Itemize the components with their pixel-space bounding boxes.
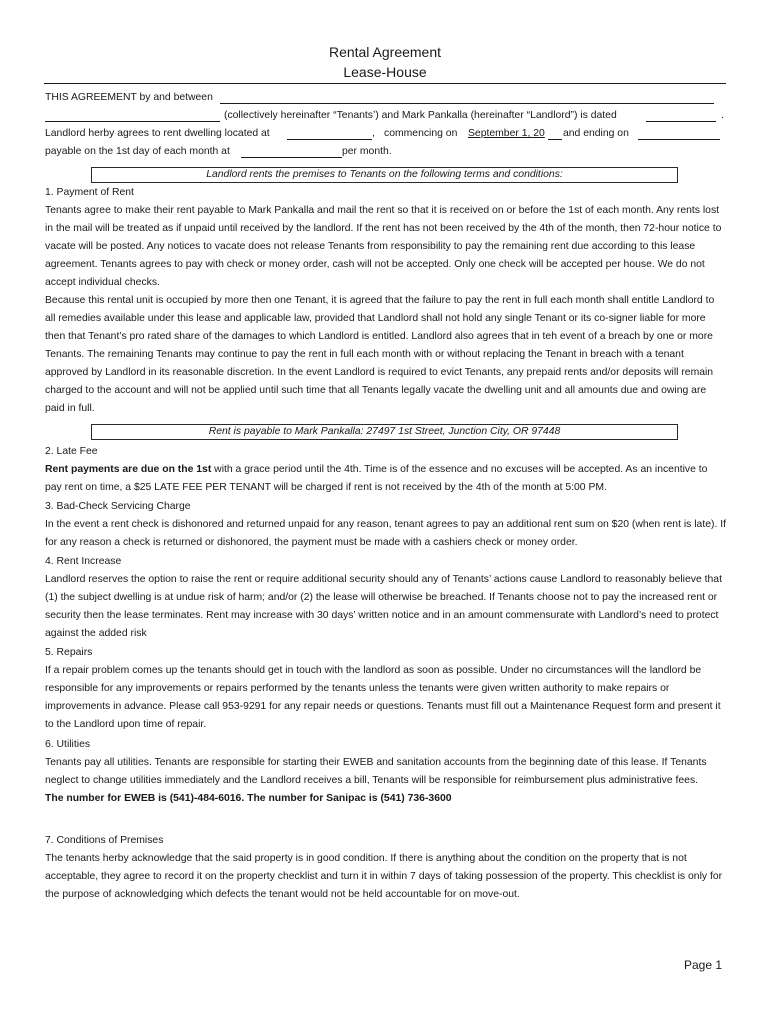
dwelling-address-field[interactable] [287, 127, 372, 140]
section-paragraph: In the event a rent check is dishonored and returned unpaid for any reason, tenant agrees to pay an additional rent sum on $20 (when rent is late). If for any reason a check is returned or dishonored, the payment must be made with a cashiers check or money order. [45, 519, 727, 548]
section-paragraph [45, 461, 727, 497]
intro-line-3a: Landlord herby agrees to rent dwelling located at [45, 128, 270, 139]
intro-line-2-end: . [721, 110, 724, 121]
section-heading: 6. Utilities [45, 739, 91, 750]
document-title: Rental Agreement [328, 44, 442, 60]
intro-line-4a: payable on the 1st day of each month at [45, 146, 230, 157]
tenant-names-field[interactable] [220, 91, 714, 104]
section-heading: 2. Late Fee [45, 446, 98, 457]
section-paragraph: The tenants herby acknowledge that the said property is in good condition. If there is anything about the condition on the property that is not acceptable, they agree to record it on the property checklist and turn it in within 7 days of taking possession of the property. This checklist is only for the purpose of acknowledging which defects the tenant would not be held accountable for on move-out. [45, 853, 723, 900]
section-conditions [45, 832, 727, 904]
section-utilities [45, 736, 727, 808]
section-paragraph: Landlord reserves the option to raise the rent or require additional security should any of Tenants’ actions cause Landlord to reasonably believe that (1) the subject dwelling is at undue risk of harm; and/or (2) the lease will otherwise be breached. If Tenants choose not to pay the increased rent or security then the lease terminates. Rent may increase with 30 days’ written notice and in an amount commensurate with Landlord’s need to protect against the added risk [45, 574, 722, 639]
rent-amount-field[interactable] [241, 145, 342, 158]
section-bad-check [45, 498, 727, 552]
document-subtitle: Lease-House [343, 64, 427, 80]
intro-line-2: (collectively hereinafter “Tenants’) and Mark Pankalla (hereinafter “Landlord”) is dated [224, 110, 617, 121]
intro-line-4b: per month. [342, 146, 392, 157]
agreement-date-field[interactable] [646, 109, 716, 122]
intro-line-3c: and ending on [563, 128, 629, 139]
commencing-date: September 1, 20 [468, 128, 545, 139]
title-rule [44, 83, 726, 84]
section-heading: 5. Repairs [45, 647, 93, 658]
terms-banner: Landlord rents the premises to Tenants on the following terms and conditions: [91, 167, 678, 183]
intro-line-3-comma: , [372, 128, 375, 139]
commencing-year-field[interactable] [548, 127, 562, 140]
section-heading: 4. Rent Increase [45, 556, 122, 567]
ending-date-field[interactable] [638, 127, 720, 140]
section-heading: 3. Bad-Check Servicing Charge [45, 501, 191, 512]
intro-line-3b: commencing on [384, 128, 458, 139]
section-paragraph: Because this rental unit is occupied by more then one Tenant, it is agreed that the failure to pay the rent in full each month shall entitle Landlord to all remedies available under this lease and applicable law, provided that Landlord shall not hold any single Tenant or its co-signer liable for more then that Tenant’s pro rated share of the damages to which Landlord is entitled. Landlord also agrees that in teh event of a breach by one or more Tenants. The remaining Tenants may continue to pay the rent in full each month with or without replacing the Tenant in breach with a tenant approved by Landlord in its reasonable discretion. In the event Landlord is required to evict Tenants, any prepaid rents and/or deposits will remain charged to the account and will not be applied until such time that all Tenants legally vacate the dwelling unit and all amounts due and owing are paid in full. [45, 295, 715, 414]
late-fee-text: with a grace period until the 4th. Time is of the essence and no excuses will be accepted. As an incentive to pay rent on time, a $25 LATE FEE PER TENANT will be charged if rent is not received by the 4th of the month at 5:00 PM. [45, 464, 708, 493]
tenant-names-field-2[interactable] [45, 109, 220, 122]
section-repairs [45, 644, 727, 734]
rent-payable-banner: Rent is payable to Mark Pankalla: 27497 1st Street, Junction City, OR 97448 [91, 424, 678, 440]
section-rent-increase [45, 553, 727, 643]
intro-line-1: THIS AGREEMENT by and between [45, 92, 213, 103]
utility-phone-numbers: The number for EWEB is (541)-484-6016. The number for Sanipac is (541) 736-3600 [45, 793, 452, 804]
section-payment-of-rent [45, 184, 727, 418]
section-heading: 7. Conditions of Premises [45, 835, 164, 846]
section-late-fee [45, 443, 727, 497]
section-paragraph: Tenants agree to make their rent payable to Mark Pankalla and mail the rent so that it is received on or before the 1st of each month. Any rents lost in the mail will be treated as if unpaid until received by the landlord. If the rent has not been received by the 4th of the month, then 72-hour notice to vacate will be posted. Any notices to vacate does not release Tenants from responsibility to pay the remaining rent due according to this lease agreement. Tenants agrees to pay with check or money order, cash will not be accepted. Only one check will be accepted per house. We do not accept individual checks. [45, 205, 722, 288]
section-paragraph: Tenants pay all utilities. Tenants are responsible for starting their EWEB and sanitation accounts from the beginning date of this lease. If Tenants neglect to change utilities immediately and the Landlord receives a bill, Tenants will be responsible for reimbursement plus administrative fees. [45, 757, 707, 786]
page-number: Page 1 [684, 958, 723, 972]
late-fee-bold: Rent payments are due on the 1st [45, 464, 212, 475]
section-paragraph: If a repair problem comes up the tenants should get in touch with the landlord as soon as possible. Under no circumstances will the landlord be responsible for any improvements or repairs performed by the tenants unless the tenants were given written authority to make repairs or improvements in advance. Please call 953-9291 for any repair needs or questions. Tenants must fill out a Maintenance Request form and present it to the Landlord upon time of repair. [45, 665, 721, 730]
section-heading: 1. Payment of Rent [45, 187, 134, 198]
